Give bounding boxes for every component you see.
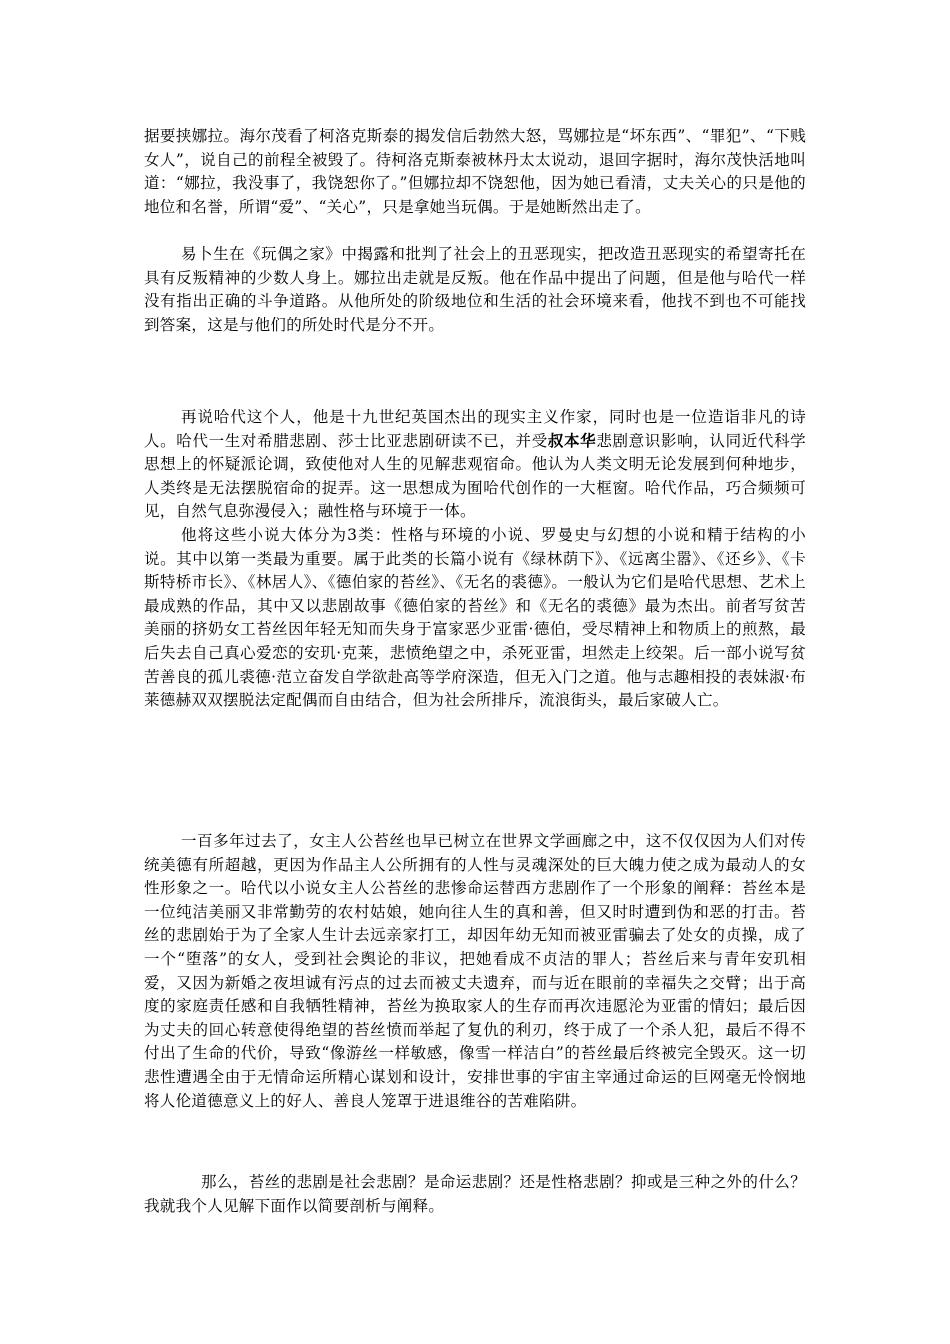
paragraph-novel-categories: 他将这些小说大体分为3类：性格与环境的小说、罗曼史与幻想的小说和精于结构的小说。其中以第一类最为重要。属于此类的长篇小说有《绿林荫下》、《远离尘嚣》、《还乡》、《卡斯特桥市长》、《林居人》、《德伯家的苔丝》、《无名的裘德》。一般认为它们是哈代思想、艺术上最成熟的作品，其中又以悲剧故事《德伯家的苔丝》和《无名的裘德》最为杰出。前者写贫苦美丽的挤奶女工苔丝因年轻无知而失身于富家恶少亚雷·德伯，受尽精神上和物质上的煎熬，最后失去自己真心爱恋的安玑·克莱，悲愤绝望之中，杀死亚雷，坦然走上绞架。后一部小说写贫苦善良的孤儿裘德·范立奋发自学欲赴高等学府深造，但无入门之道。他与志趣相投的表妹淑·布莱德赫双双摆脱法定配偶而自由结合，但为社会所排斥，流浪街头，最后家破人亡。 <box>144 526 806 710</box>
hardy-intro-text-a: 再说哈代这个人，他是十九世纪英国杰出的现实主义作家，同时也是一位造诣非凡的诗人。哈代一生对希腊悲剧、莎士比亚悲剧研读不已，并受 <box>144 408 806 450</box>
paragraph-hardy-intro <box>144 406 806 524</box>
schopenhauer-bold: 叔本华 <box>547 431 597 450</box>
paragraph-ibsen-critique: 易卜生在《玩偶之家》中揭露和批判了社会上的丑恶现实，把改造丑恶现实的希望寄托在具有反叛精神的少数人身上。娜拉出走就是反叛。他在作品中提出了问题，但是他与哈代一样没有指出正确的斗争道路。从他所处的阶级地位和生活的社会环境来看，他找不到也不可能找到答案，这是与他们的所处时代是分不开。 <box>144 245 806 334</box>
hardy-intro-text-b: 悲剧意识影响，认同近代科学思想上的怀疑派论调，致使他对人生的见解悲观宿命。他认为人类文明无论发展到何种地步，人类终是无法摆脱宿命的捉弄。这一思想成为囿哈代创作的一大框窗。哈代作品，巧合频频可见，自然气息弥漫侵入；融性格与环境于一体。 <box>144 431 806 521</box>
paragraph-tess-question: 那么，苔丝的悲剧是社会悲剧？是命运悲剧？还是性格悲剧？抑或是三种之外的什么？我就我个人见解下面作以简要剖析与阐释。 <box>144 1173 806 1215</box>
paragraph-tess-tragedy: 一百多年过去了，女主人公苔丝也早已树立在世界文学画廊之中，这不仅仅因为人们对传统美德有所超越，更因为作品主人公所拥有的人性与灵魂深处的巨大魄力使之成为最动人的女性形象之一。哈代以小说女主人公苔丝的悲惨命运替西方悲剧作了一个形象的阐释：苔丝本是一位纯洁美丽又非常勤劳的农村姑娘，她向往人生的真和善，但又时时遭到伪和恶的打击。苔丝的悲剧始于为了全家人生计去远亲家打工，却因年幼无知而被亚雷骗去了处女的贞操，成了一个“堕落”的女人，受到社会舆论的非议，把她看成不贞洁的罪人；苔丝后来与青年安玑相爱，又因为新婚之夜坦诚有污点的过去而被丈夫遗弃，而与近在眼前的幸福失之交臂；出于高度的家庭责任感和自我牺牲精神，苔丝为换取家人的生存而再次违愿沦为亚雷的情妇；最后因为丈夫的回心转意使得绝望的苔丝愤而举起了复仇的利刃，终于成了一个杀人犯，最后不得不付出了生命的代价，导致“像游丝一样敏感，像雪一样洁白”的苔丝最后终被完全毁灭。这一切悲性遭遇全由于无情命运所精心谋划和设计，安排世事的宇宙主宰通过命运的巨网毫无怜悯地将人伦道德意义上的好人、善良人笼罩于进退维谷的苦难陷阱。 <box>144 832 806 1110</box>
paragraph-nora-leaves: 据要挟娜拉。海尔茂看了柯洛克斯泰的揭发信后勃然大怒，骂娜拉是“坏东西”、“罪犯”、“下贱女人”，说自己的前程全被毁了。待柯洛克斯泰被林丹太太说动，退回字据时，海尔茂快活地叫道：“娜拉，我没事了，我饶恕你了。”但娜拉却不饶恕他，因为她已看清，丈夫关心的只是他的地位和名誉，所谓“爱”、“关心”，只是拿她当玩偶。于是她断然出走了。 <box>144 127 806 216</box>
